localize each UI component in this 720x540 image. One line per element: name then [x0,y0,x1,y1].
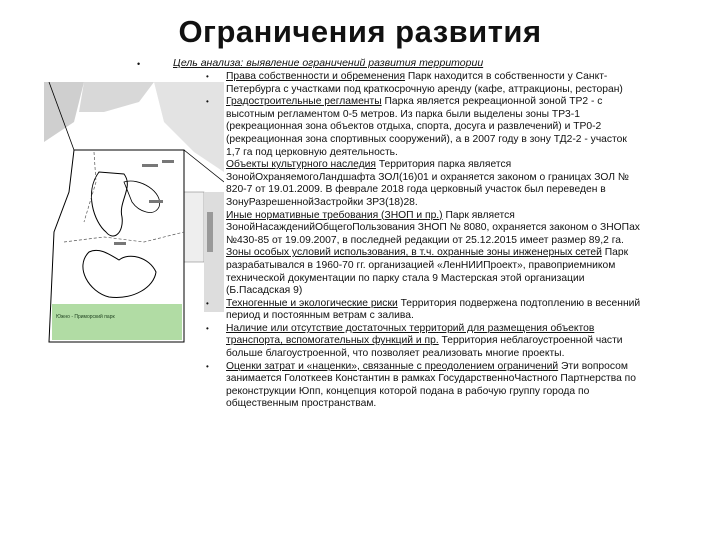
bullet-dot: • [206,323,209,333]
item-heading: Наличие или отсутствие достаточных территорий для размещения объектов транспорта, вспомогательных функций и пр. [226,322,595,347]
list-item [206,323,644,361]
constraints-list [206,71,644,411]
bullet-dot: • [137,59,141,69]
bullet-dot: • [206,298,209,308]
list-item [206,96,644,159]
map-caption: Южно - Приморский парк [56,314,115,320]
item-text: Территория неблагоустроенной части больше благоустроенной, что позволяет реализовать многие проекты. [226,335,623,360]
item-heading: Иные нормативные требования (ЗНОП и пр.) [226,209,443,221]
list-item [206,210,644,248]
list-item [206,71,644,96]
item-heading: Зоны особых условий использования, в т.ч. охранные зоны инженерных сетей [226,247,602,259]
main-bullet-text: Цель анализа: выявление ограничений развития территории [173,57,484,69]
item-heading: Объекты культурного наследия [226,159,376,171]
item-heading: Градостроительные регламенты [226,96,382,108]
bullet-dot: • [206,97,209,107]
list-item [206,361,644,411]
item-heading: Оценки затрат и «наценки», связанные с преодолением ограничений [226,360,559,372]
item-text: Парк находится в собственности у Санкт-Петербурга с участками под краткосрочную аренду (кафе, аттракционы, ресторан) [226,71,623,95]
list-item [206,159,644,209]
park-map-drawing [44,82,224,352]
bullet-dot: • [206,361,209,371]
list-item [206,298,644,323]
item-text: Парка является рекреационной зоной ТР2 - с высотным регламентом 0-5 метров. Из парка были выделены зоны ТР3-1 (рекреационная зона объектов отдыха, спорта, досуга и развлечений) и ТР0-2 (рекреационная зона спортивных сооружений), а в 2007 году в зону ТД2-2 - участок 1,7 га под церковную деятельность. [226,96,627,158]
item-text: Эти вопросом занимается Голоткеев Константин в рамках ГосударственноЧастного Партнерства по реконструкции Юпп, концепция которой подана в рабочую группу города по общественным пространствам. [226,360,636,410]
slide-title: Ограничения развития [178,14,542,49]
bullet-dot: • [206,72,209,81]
item-heading: Права собственности и обременения [226,71,406,82]
green-zone [52,304,182,340]
map-area-grey [44,82,84,142]
item-text: Парк разрабатывался в 1960-70 гг. организацией «ЛенНИИПроект», правоприемником технической документации по парку стала 9 Мастерская этой организации (Б.Пасадская 9) [226,247,629,297]
item-text: Территория подвержена подтоплению в весенний период и постоянным ветрам с залива. [226,297,641,322]
item-text: Парк является ЗонойНасажденийОбщегоПользования ЗНОП № 8080, охраняется законом о ЗНОПах №430-85 от 19.09.2007, в последней редакции от 25.12.2015 имеет размер 89,2 га. [226,209,640,246]
item-text: Территория парка является ЗонойОхраняемогоЛандшафта ЗОЛ(16)01 и охраняется законом о границах ЗОЛ № 820-7 от 19.01.2009. В феврале 2018 года церковный участок был переведен в ЗонуРазрешеннойЗастройки ЗРЗ(18)28. [226,159,629,208]
map-road [79,82,154,112]
list-item [206,247,644,297]
item-heading: Техногенные и экологические риски [226,297,398,309]
park-map [44,82,224,352]
